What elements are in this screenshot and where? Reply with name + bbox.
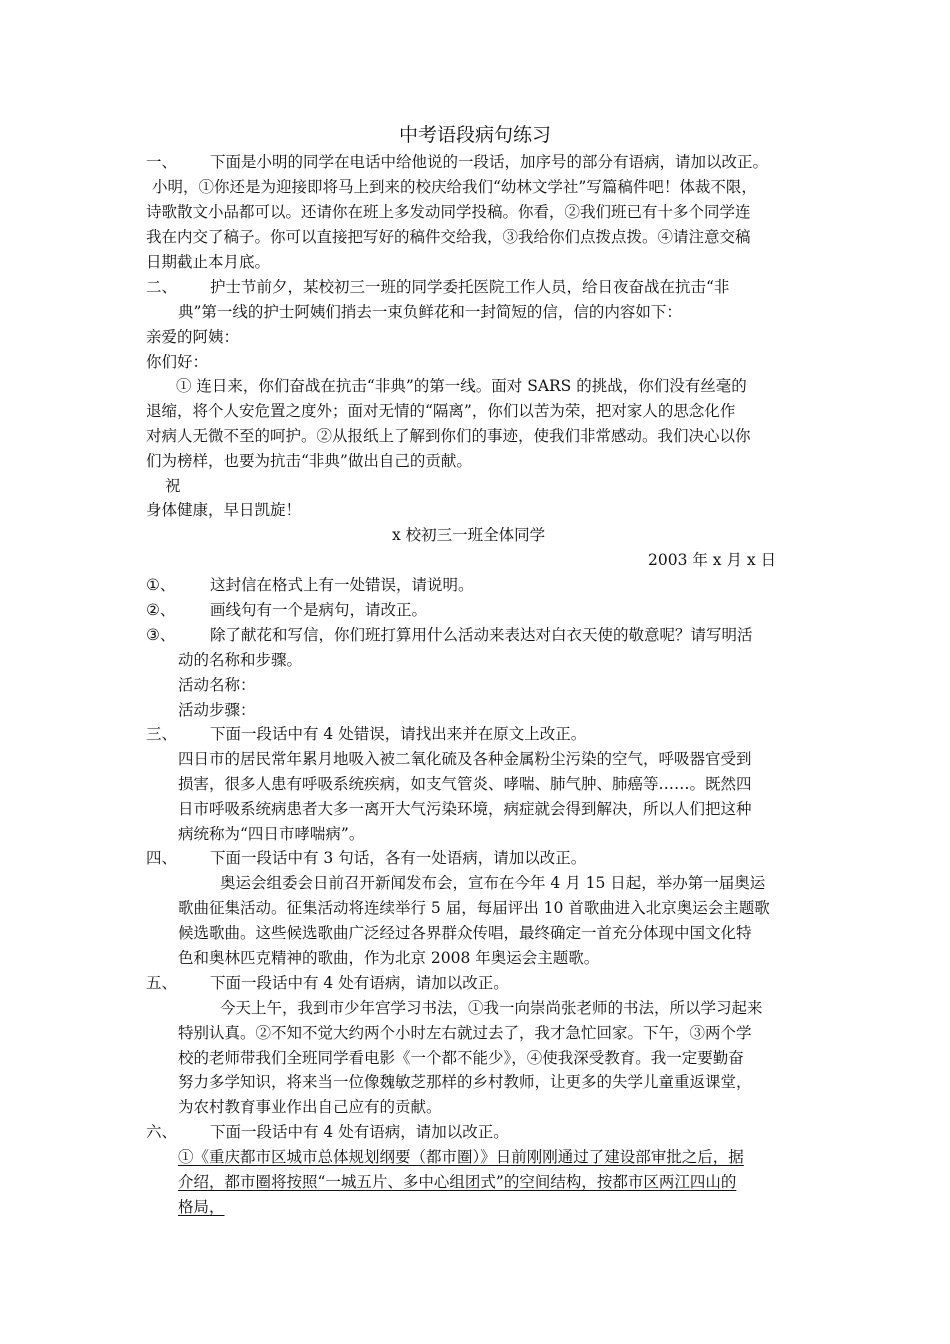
- section-5-heading: [146, 971, 806, 995]
- letter-salutation: 亲爱的阿姨：: [146, 328, 240, 346]
- question-2: [146, 598, 806, 622]
- section-1-line: 日期截止本月底。: [146, 253, 271, 271]
- section-3-heading: [146, 722, 806, 746]
- letter-wish: 身体健康，早日凯旋！: [146, 501, 302, 519]
- letter-date: 2003 年 x 月 x 日: [648, 551, 777, 569]
- section-2-instruction: 护士节前夕，某校初三一班的同学委托医院工作人员，给日夜奋战在抗击“非: [210, 278, 730, 296]
- section-2-heading: [146, 275, 806, 299]
- section-4-passage-line: 奥运会组委会日前召开新闻发布会，宣布在今年 4 月 15 日起，举办第一届奥运: [220, 874, 766, 892]
- section-1-line: 我在内交了稿子。你可以直接把写好的稿件交给我，③我给你们点拨点拨。④请注意交稿: [146, 228, 751, 246]
- section-1-number: 一、: [146, 153, 178, 171]
- section-3-passage-line: 四日市的居民常年累月地吸入被二氧化硫及各种金属粉尘污染的空气，呼吸器官受到: [178, 750, 752, 768]
- section-4-passage-line: 候选歌曲。这些候选歌曲广泛经过各界群众传唱，最终确定一首充分体现中国文化特: [178, 924, 752, 942]
- letter-greeting: 你们好：: [146, 353, 209, 371]
- section-6-instruction: 下面一段话中有 4 处有语病，请加以改正。: [210, 1123, 509, 1141]
- section-5-passage-line: 努力多学知识，将来当一位像魏敏芝那样的乡村教师，让更多的失学儿童重返课堂，: [178, 1073, 752, 1091]
- question-3-text: 除了献花和写信，你们班打算用什么活动来表达对白衣天使的敬意呢？请写明活: [210, 626, 753, 644]
- question-2-number: ②、: [146, 601, 176, 619]
- section-1-heading: [146, 150, 806, 174]
- question-1-number: ①、: [146, 576, 176, 594]
- section-4-number: 四、: [146, 849, 178, 867]
- section-5-passage-line: 特别认真。②不知不觉大约两个小时左右就过去了，我才急忙回家。下午，③两个学: [178, 1024, 752, 1042]
- section-6-underlined-line: ①《重庆都市区城市总体规划纲要（都市圈）》日前刚刚通过了建设部审批之后，据: [178, 1148, 744, 1166]
- question-3-number: ③、: [146, 626, 176, 644]
- letter-signer: x 校初三一班全体同学: [392, 526, 546, 544]
- letter-body-line: 退缩，将个人安危置之度外；面对无情的“隔离”，你们以苦为荣，把对家人的思念化作: [146, 402, 736, 420]
- section-6-underlined-line: 介绍，都市圈将按照“一城五片、多中心组团式”的空间结构，按都市区两江四山的: [178, 1173, 737, 1191]
- section-3-instruction: 下面一段话中有 4 处错误，请找出来并在原文上改正。: [210, 725, 587, 743]
- question-3-line: 动的名称和步骤。: [178, 651, 303, 669]
- section-1-instruction: 下面是小明的同学在电话中给他说的一段话，加序号的部分有语病，请加以改正。: [210, 153, 769, 171]
- section-1-line: 诗歌散文小品都可以。还请你在班上多发动同学投稿。你看，②我们班已有十多个同学连: [146, 203, 751, 221]
- section-2-number: 二、: [146, 278, 178, 296]
- section-5-passage-line: 今天上午，我到市少年宫学习书法，①我一向崇尚张老师的书法，所以学习起来: [220, 999, 763, 1017]
- letter-body-line: ① 连日来，你们奋战在抗击“非典”的第一线。面对 SARS 的挑战，你们没有丝毫的: [176, 377, 747, 395]
- letter-body-line: 们为榜样，也要为抗击“非典”做出自己的贡献。: [146, 452, 472, 470]
- section-4-passage-line: 歌曲征集活动。征集活动将连续举行 5 届，每届评出 10 首歌曲进入北京奥运会主题歌: [178, 899, 770, 917]
- question-1: [146, 573, 806, 597]
- section-4-instruction: 下面一段话中有 3 句话，各有一处语病，请加以改正。: [210, 849, 587, 867]
- activity-name-label: 活动名称：: [178, 676, 256, 694]
- section-3-number: 三、: [146, 725, 178, 743]
- section-3-passage-line: 病统称为“四日市哮喘病”。: [178, 825, 365, 843]
- section-5-number: 五、: [146, 974, 178, 992]
- section-6-heading: [146, 1120, 806, 1144]
- section-3-passage-line: 损害，很多人患有呼吸系统疾病，如支气管炎、哮喘、肺气肿、肺癌等……。既然四: [178, 775, 752, 793]
- section-5-passage-line: 为农村教育事业作出自己应有的贡献。: [178, 1098, 442, 1116]
- question-2-text: 画线句有一个是病句，请改正。: [210, 601, 428, 619]
- section-6-number: 六、: [146, 1123, 178, 1141]
- section-3-passage-line: 日市呼吸系统病患者大多一离开大气污染环境，病症就会得到解决，所以人们把这种: [178, 800, 752, 818]
- question-1-text: 这封信在格式上有一处错误，请说明。: [210, 576, 474, 594]
- section-4-heading: [146, 846, 806, 870]
- section-6-underlined-line: 格局，: [178, 1198, 225, 1216]
- question-3: [146, 623, 806, 647]
- letter-closing-zhu: 祝: [165, 477, 181, 495]
- section-1-line: 小明，①你还是为迎接即将马上到来的校庆给我们“幼林文学社”写篇稿件吧！体裁不限，: [152, 178, 757, 196]
- section-5-instruction: 下面一段话中有 4 处有语病，请加以改正。: [210, 974, 509, 992]
- section-4-passage-line: 色和奥林匹克精神的歌曲，作为北京 2008 年奥运会主题歌。: [178, 949, 600, 967]
- activity-steps-label: 活动步骤：: [178, 701, 256, 719]
- letter-body-line: 对病人无微不至的呵护。②从报纸上了解到你们的事迹，使我们非常感动。我们决心以你: [146, 427, 751, 445]
- document-title: 中考语段病句练习: [398, 124, 551, 146]
- section-5-passage-line: 校的老师带我们全班同学看电影《一个都不能少》，④使我深受教育。我一定要勤奋: [178, 1049, 744, 1067]
- section-2-instruction-line: 典”第一线的护士阿姨们捎去一束负鲜花和一封简短的信，信的内容如下：: [178, 303, 682, 321]
